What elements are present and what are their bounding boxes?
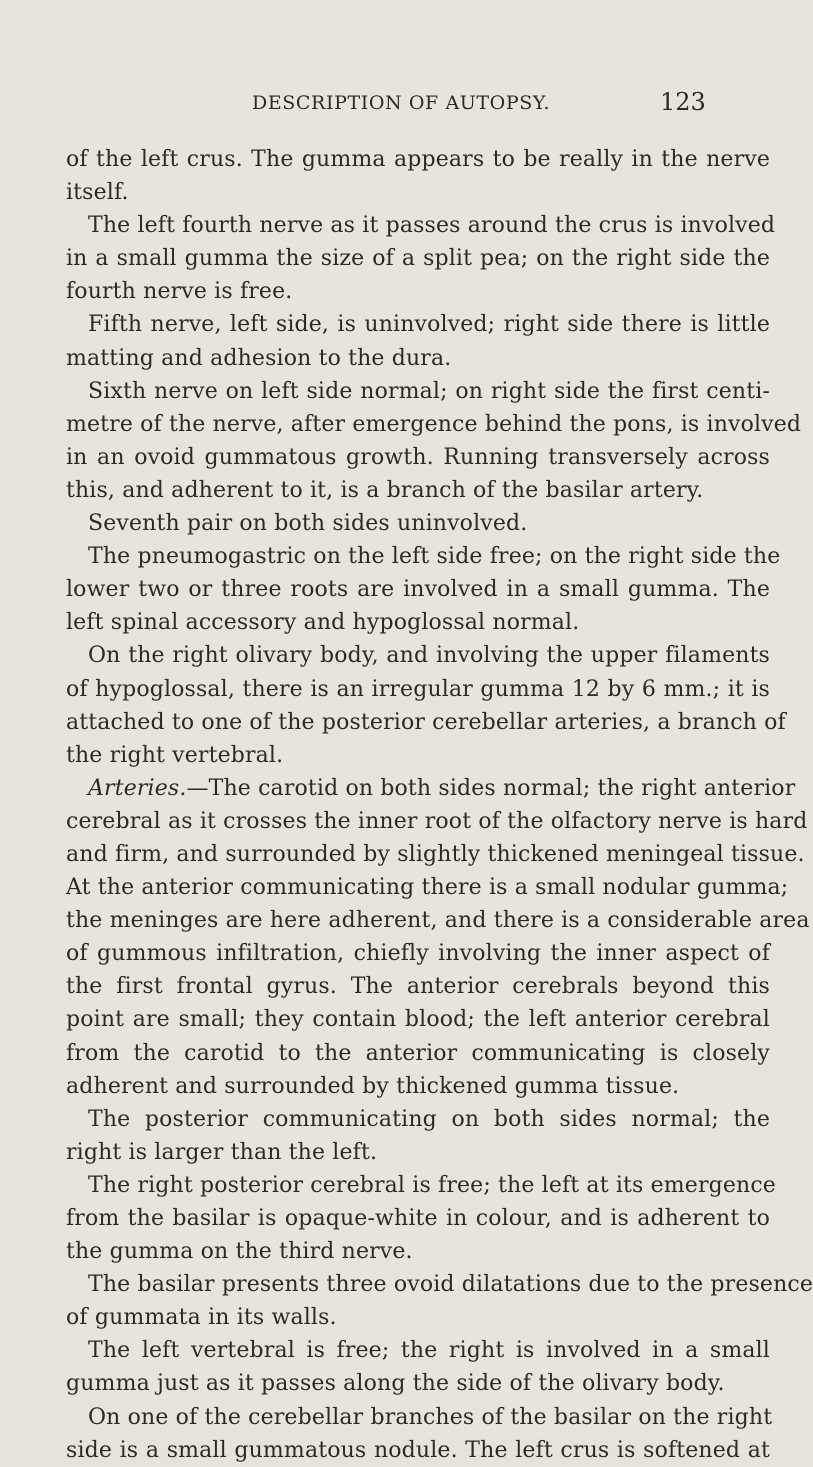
text-line: in a small gumma the size of a split pea; on the right side the — [66, 246, 770, 272]
text-line: Seventh pair on both sides uninvolved. — [88, 511, 528, 537]
text-line: itself. — [66, 180, 129, 206]
text-line — [66, 772, 796, 805]
text-line: of gummata in its walls. — [66, 1305, 337, 1331]
text-line: point are small; they contain blood; the left anterior cerebral — [66, 1007, 770, 1033]
running-head — [0, 88, 801, 124]
text-line-tail: —The carotid on both sides normal; the right anterior — [186, 775, 796, 801]
page-number: 123 — [660, 88, 706, 116]
text-line: attached to one of the posterior cerebellar arteries, a branch of — [66, 709, 786, 735]
text-line: matting and adhesion to the dura. — [66, 345, 452, 371]
running-title: DESCRIPTION OF AUTOPSY. — [252, 92, 551, 114]
text-line: gumma just as it passes along the side of the olivary body. — [66, 1371, 725, 1397]
text-line: fourth nerve is free. — [66, 279, 293, 305]
text-line: of the left crus. The gumma appears to be really in the nerve — [66, 147, 770, 172]
text-line: Fifth nerve, left side, is uninvolved; right side there is little — [88, 312, 770, 338]
text-line: At the anterior communicating there is a small nodular gumma; — [66, 875, 789, 901]
text-line: this, and adherent to it, is a branch of the basilar artery. — [66, 477, 704, 503]
text-line: the gumma on the third nerve. — [66, 1239, 413, 1265]
text-line: from the basilar is opaque-white in colour, and is adherent to — [66, 1206, 770, 1231]
text-line: lower two or three roots are involved in a small gumma. The — [66, 577, 770, 603]
text-line: adherent and surrounded by thickened gumma tissue. — [66, 1073, 680, 1099]
text-line: The posterior communicating on both sides normal; the — [88, 1106, 770, 1132]
text-line: The right posterior cerebral is free; the left at its emergence — [88, 1172, 776, 1198]
section-heading-arteries: Arteries. — [88, 775, 187, 801]
text-line: Sixth nerve on left side normal; on right side the first centi- — [88, 378, 770, 404]
text-line: of gummous infiltration, chiefly involving the inner aspect of — [66, 941, 770, 967]
text-line: right is larger than the left. — [66, 1139, 378, 1165]
text-line: cerebral as it crosses the inner root of the olfactory nerve is hard — [66, 808, 808, 834]
text-line: in an ovoid gummatous growth. Running transversely across — [66, 444, 770, 470]
text-line: the first frontal gyrus. The anterior cerebrals beyond this — [66, 974, 770, 1000]
text-line: the meninges are here adherent, and there is a considerable area — [66, 908, 810, 934]
text-line: from the carotid to the anterior communicating is closely — [66, 1040, 770, 1066]
text-line: metre of the nerve, after emergence behind the pons, is involved — [66, 411, 802, 437]
text-line: On one of the cerebellar branches of the basilar on the right — [88, 1404, 773, 1430]
text-line: left spinal accessory and hypoglossal normal. — [66, 610, 580, 636]
text-line: The left fourth nerve as it passes around the crus is involved — [88, 213, 776, 239]
text-line: side is a small gummatous nodule. The left crus is softened at — [66, 1437, 770, 1463]
text-line: On the right olivary body, and involving the upper filaments — [88, 643, 770, 669]
text-line: The pneumogastric on the left side free; on the right side the — [88, 544, 781, 570]
text-line: of hypoglossal, there is an irregular gumma 12 by 6 mm.; it is — [66, 676, 770, 702]
text-line: The left vertebral is free; the right is involved in a small — [88, 1338, 770, 1364]
text-line: the right vertebral. — [66, 742, 284, 768]
text-line: and firm, and surrounded by slightly thickened meningeal tissue. — [66, 841, 805, 867]
body-text — [66, 143, 813, 1467]
text-line: The basilar presents three ovoid dilatations due to the presence — [88, 1272, 813, 1298]
